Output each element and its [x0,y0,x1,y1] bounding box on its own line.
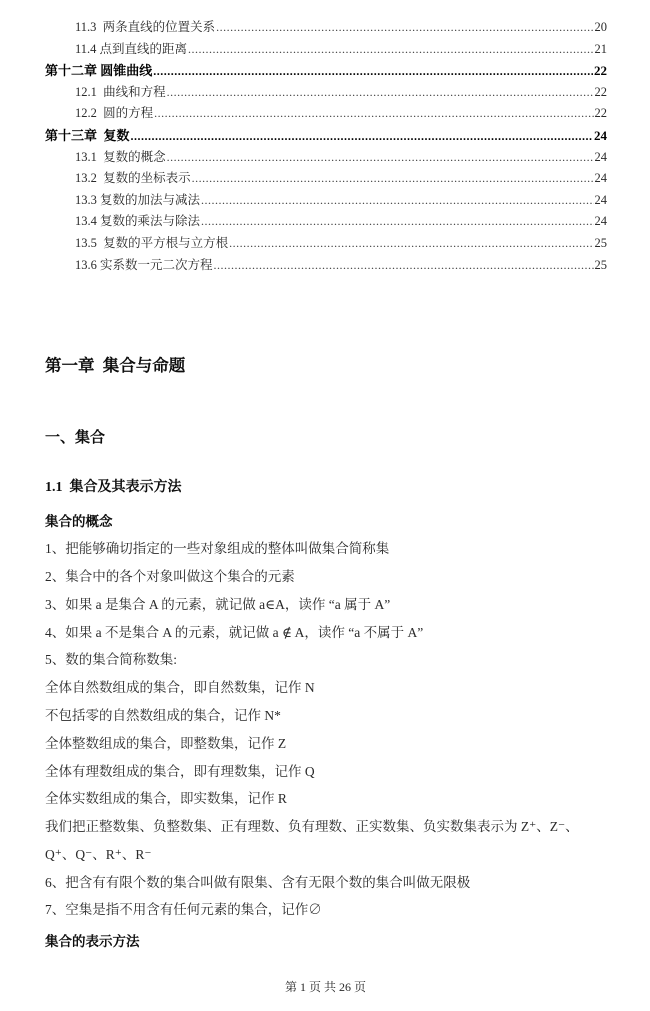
toc-entry[interactable] [45,17,607,39]
toc-page-number: 22 [594,106,607,121]
document-body [0,352,650,995]
toc-entry-label: 13.1 复数的概念 [75,149,166,164]
toc-page-number: 22 [594,63,607,79]
toc-entry[interactable] [45,147,607,169]
toc-page-number: 21 [594,41,607,56]
paragraph: 我们把正整数集、负整数集、正有理数、负有理数、正实数集、负实数集表示为 Z⁺、Z⁻、 [45,819,579,835]
paragraph: 全体整数组成的集合，即整数集，记作 Z [45,735,287,751]
toc-entry[interactable] [45,103,607,125]
toc-entry[interactable] [45,82,607,104]
toc-leader-dots [201,214,593,229]
toc-page-number: 24 [594,127,607,143]
toc-leader-dots [167,85,594,100]
toc-entry-label: 13.5 复数的平方根与立方根 [75,235,229,250]
paragraph: 4、如果 a 不是集合 A 的元素，就记做 a ∉ A，读作 “a 不属于 A” [45,624,424,640]
subsection-title: 1.1 集合及其表示方法 [45,480,182,496]
toc-entry[interactable] [45,255,607,277]
page-footer: 第 1 页 共 26 页 [284,980,366,995]
toc-entry-label: 11.3 两条直线的位置关系 [75,20,216,34]
toc-entry[interactable] [45,168,607,190]
toc-entry[interactable] [45,233,607,255]
toc-leader-dots [229,236,593,251]
toc-entry-label: 13.3 复数的加法与减法 [75,192,201,207]
section-title: 一、集合 [45,430,106,447]
toc-page-number: 24 [594,171,607,186]
toc-entry-label: 13.6 实系数一元二次方程 [75,257,213,272]
toc-leader-dots [154,106,593,121]
toc-entry[interactable] [45,211,607,233]
toc-leader-dots [153,63,593,79]
toc-entry-label: 13.4 复数的乘法与除法 [75,214,201,229]
paragraph: 全体自然数组成的集合，即自然数集，记作 N [45,680,315,696]
heading-set-representation: 集合的表示方法 [45,934,140,950]
toc-page-number: 20 [594,20,607,34]
toc-leader-dots [201,193,593,208]
toc-entry-chapter[interactable] [45,125,607,147]
toc-leader-dots [216,20,593,35]
toc-page-number: 24 [594,149,607,164]
toc-entry[interactable] [45,190,607,212]
toc-entry-label: 第十二章 圆锥曲线 [45,63,153,79]
paragraph: 5、数的集合简称数集: [45,652,178,668]
table-of-contents [0,0,650,276]
toc-entry[interactable] [45,39,607,61]
toc-leader-dots [192,171,594,186]
toc-page-number: 24 [594,192,607,207]
paragraph: 2、集合中的各个对象叫做这个集合的元素 [45,568,295,584]
toc-page-number: 25 [594,235,607,250]
toc-entry-label: 第十三章 复数 [45,127,130,143]
chapter-title: 第一章 集合与命题 [45,356,186,376]
paragraph: 7、空集是指不用含有任何元素的集合，记作∅ [45,902,322,918]
toc-leader-dots [131,128,593,144]
toc-entry-chapter[interactable] [45,60,607,82]
toc-page-number: 22 [594,84,607,99]
paragraph: Q⁺、Q⁻、R⁺、R⁻ [45,846,152,862]
toc-leader-dots [214,258,594,273]
paragraph: 全体有理数组成的集合，即有理数集，记作 Q [45,763,315,779]
paragraph: 6、把含有有限个数的集合叫做有限集、含有无限个数的集合叫做无限极 [45,874,471,890]
paragraph: 1、把能够确切指定的一些对象组成的整体叫做集合简称集 [45,541,390,557]
toc-entry-label: 12.1 曲线和方程 [75,84,166,99]
toc-page-number: 25 [594,257,607,272]
toc-leader-dots [167,150,594,165]
paragraph: 3、如果 a 是集合 A 的元素，就记做 a∈A，读作 “a 属于 A” [45,596,391,612]
toc-entry-label: 12.2 圆的方程 [75,106,154,121]
heading-set-concept: 集合的概念 [45,514,113,530]
toc-page-number: 24 [594,214,607,229]
toc-entry-label: 13.2 复数的坐标表示 [75,171,191,186]
paragraph: 全体实数组成的集合，即实数集，记作 R [45,791,287,807]
toc-entry-label: 11.4 点到直线的距离 [75,41,188,56]
toc-leader-dots [188,42,593,57]
paragraph: 不包括零的自然数组成的集合，记作 N* [45,707,281,723]
